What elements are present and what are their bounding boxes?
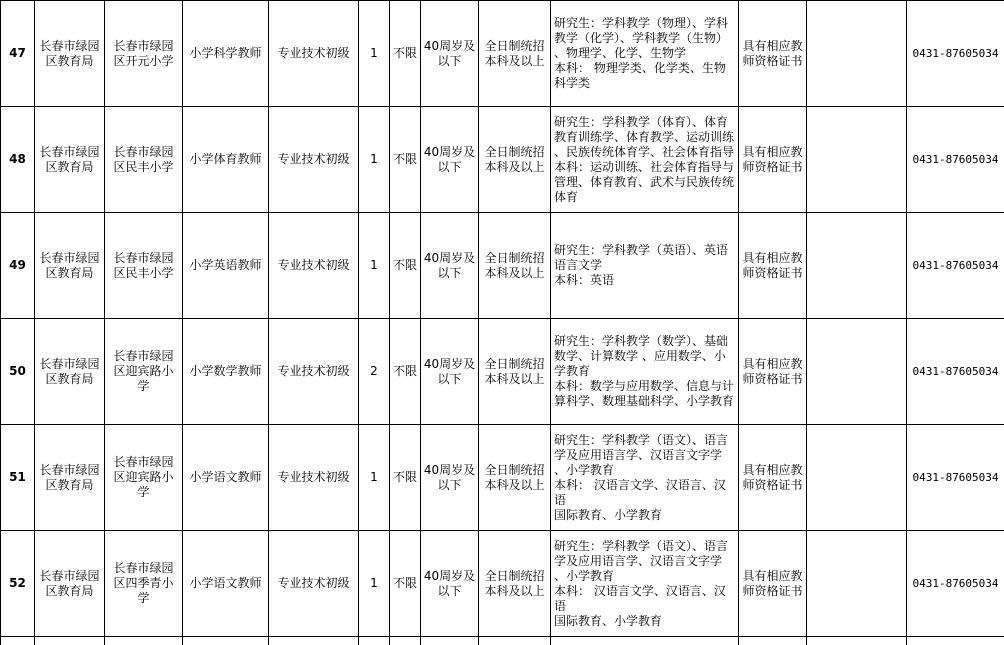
table-body [1, 1, 1004, 645]
phone-cell: 0431-87605034 [907, 213, 1004, 319]
major-cell: 研究生：学科教学（语文）、语言 学及应用语言学、汉语言文字学 、小学教育 本科： 汉语言文学、汉语言、汉语 国际教育、小学教育 [551, 425, 739, 531]
certificate-cell: 具有相应教 师资格证书 [739, 107, 807, 213]
department-cell: 长春市绿园 区教育局 [35, 1, 105, 107]
headcount-cell: 1 [359, 107, 390, 213]
note-cell [807, 1, 907, 107]
age-cell: 40周岁及 以下 [421, 531, 479, 637]
department-cell: 长春市绿园 区教育局 [35, 213, 105, 319]
major-cell: 研究生：学科教学（英语）、英语 语言文学 本科：英语 [551, 213, 739, 319]
school-cell: 长春市绿园 区民丰小学 [105, 107, 183, 213]
gender-cell: 不限 [390, 213, 421, 319]
headcount-cell: 1 [359, 425, 390, 531]
note-cell [807, 107, 907, 213]
age-cell: 40周岁及 以下 [421, 425, 479, 531]
row-number: 50 [1, 319, 35, 425]
headcount-cell: 2 [359, 319, 390, 425]
certificate-cell: 具有相应教 师资格证书 [739, 425, 807, 531]
gender-cell: 不限 [390, 319, 421, 425]
education-cell: 全日制统招 本科及以上 [479, 1, 551, 107]
school-cell: 长春市绿园 区迎宾路小 学 [105, 319, 183, 425]
major-cell: 研究生：学科教学（物理）、学科 教学（化学）、学科教学（生物） 、物理学、化学、生物学 本科： 物理学类、化学类、生物 科学类 [551, 1, 739, 107]
major-cell: 研究生：学科教学（数学）、基础 数学、计算数学 、应用数学、小 学教育 本科：数学与应用数学、信息与计 算科学、数理基础科学、小学教育 [551, 319, 739, 425]
row-number: 51 [1, 425, 35, 531]
position-type-cell: 专业技术初级 [269, 425, 359, 531]
education-cell: 全日制统招 本科及以上 [479, 107, 551, 213]
phone-cell: 0431-87605034 [907, 1, 1004, 107]
certificate-cell: 具有相应教 师资格证书 [739, 1, 807, 107]
department-cell: 长春市绿园 区教育局 [35, 107, 105, 213]
school-cell: 长春市绿园 区民丰小学 [105, 213, 183, 319]
certificate-cell: 具有相应教 师资格证书 [739, 319, 807, 425]
position-type-cell: 专业技术初级 [269, 213, 359, 319]
position-type-cell: 专业技术初级 [269, 1, 359, 107]
age-cell: 40周岁及 以下 [421, 213, 479, 319]
row-number: 52 [1, 531, 35, 637]
table-row [1, 531, 1004, 637]
certificate-cell: 具有相应教 师资格证书 [739, 531, 807, 637]
phone-cell: 0431-87605034 [907, 319, 1004, 425]
education-cell: 全日制统招 本科及以上 [479, 213, 551, 319]
position-cell: 小学体育教师 [183, 107, 269, 213]
education-cell: 全日制统招 本科及以上 [479, 319, 551, 425]
gender-cell: 不限 [390, 531, 421, 637]
gender-cell: 不限 [390, 1, 421, 107]
education-cell: 全日制统招 本科及以上 [479, 425, 551, 531]
position-cell: 小学科学教师 [183, 1, 269, 107]
major-cell: 研究生：学科教学（语文）、语言 学及应用语言学、汉语言文字学 、小学教育 本科： 汉语言文学、汉语言、汉语 国际教育、小学教育 [551, 531, 739, 637]
note-cell [807, 319, 907, 425]
age-cell: 40周岁及 以下 [421, 107, 479, 213]
department-cell: 长春市绿园 区教育局 [35, 319, 105, 425]
row-number: 48 [1, 107, 35, 213]
gender-cell: 不限 [390, 425, 421, 531]
school-cell: 长春市绿园 区四季青小 学 [105, 531, 183, 637]
table-row [1, 425, 1004, 531]
note-cell [807, 531, 907, 637]
note-cell [807, 425, 907, 531]
education-cell: 全日制统招 本科及以上 [479, 531, 551, 637]
position-type-cell: 专业技术初级 [269, 107, 359, 213]
table-row [1, 213, 1004, 319]
phone-cell: 0431-87605034 [907, 107, 1004, 213]
position-cell: 小学语文教师 [183, 531, 269, 637]
position-type-cell: 专业技术初级 [269, 319, 359, 425]
position-cell: 小学数学教师 [183, 319, 269, 425]
headcount-cell: 1 [359, 213, 390, 319]
age-cell: 40周岁及 以下 [421, 319, 479, 425]
phone-cell: 0431-87605034 [907, 425, 1004, 531]
position-type-cell: 专业技术初级 [269, 531, 359, 637]
headcount-cell: 1 [359, 531, 390, 637]
position-cell: 小学语文教师 [183, 425, 269, 531]
row-number: 47 [1, 1, 35, 107]
department-cell: 长春市绿园 区教育局 [35, 425, 105, 531]
row-number: 49 [1, 213, 35, 319]
age-cell: 40周岁及 以下 [421, 1, 479, 107]
position-cell: 小学英语教师 [183, 213, 269, 319]
school-cell: 长春市绿园 区迎宾路小 学 [105, 425, 183, 531]
gender-cell: 不限 [390, 107, 421, 213]
table-row [1, 107, 1004, 213]
phone-cell: 0431-87605034 [907, 531, 1004, 637]
table-row [1, 319, 1004, 425]
note-cell [807, 213, 907, 319]
headcount-cell: 1 [359, 1, 390, 107]
table-row [1, 1, 1004, 107]
school-cell: 长春市绿园 区开元小学 [105, 1, 183, 107]
department-cell: 长春市绿园 区教育局 [35, 531, 105, 637]
certificate-cell: 具有相应教 师资格证书 [739, 213, 807, 319]
major-cell: 研究生：学科教学（体育）、体育 教育训练学、体育教学、运动训练 、民族传统体育学、社会体育指导 本科：运动训练、社会体育指导与 管理、体育教育、武术与民族传统 体育 [551, 107, 739, 213]
